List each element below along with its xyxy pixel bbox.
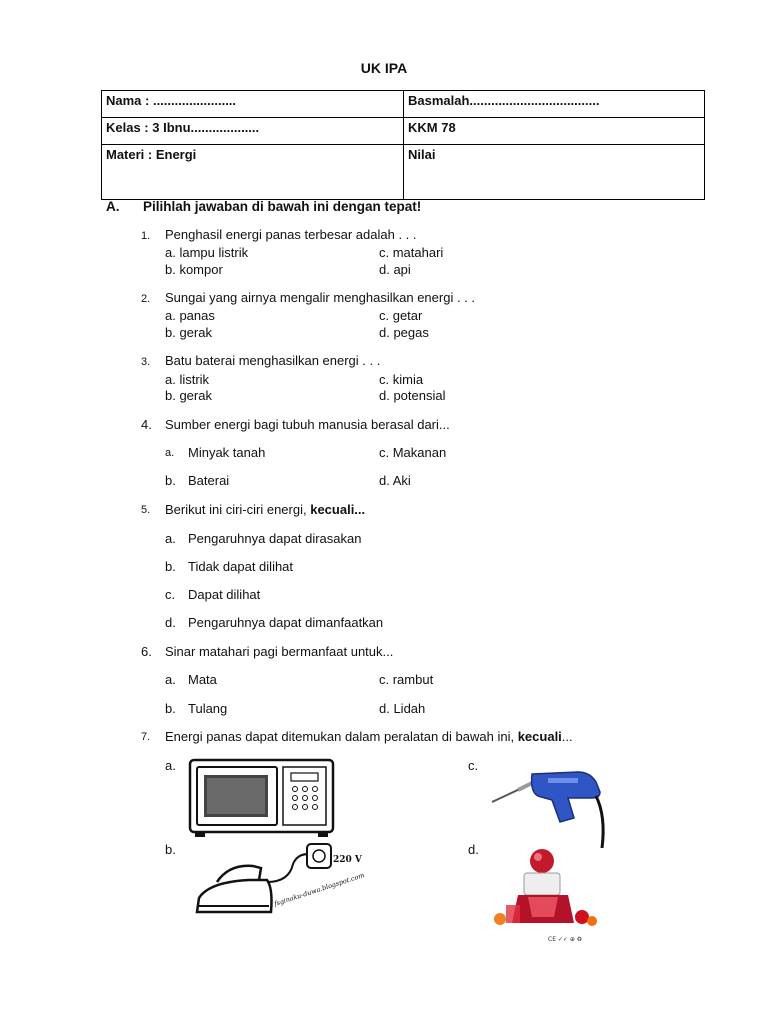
header-table (101, 90, 705, 200)
q5-option-a: Pengaruhnya dapat dirasakan (188, 531, 362, 546)
question-5-number: 5. (141, 504, 151, 516)
q1-option-d: d. api (379, 262, 411, 277)
question-4-text: Sumber energi bagi tubuh manusia berasal dari... (165, 417, 450, 432)
juicer-logos: CE ✓✓ ⊕ ♻ (548, 936, 583, 943)
q4-option-a: Minyak tanah (188, 445, 266, 460)
q3-option-b: b. gerak (165, 388, 212, 403)
q4-option-a-letter: a. (165, 447, 175, 459)
question-3-number: 3. (141, 356, 151, 368)
question-6-text: Sinar matahari pagi bermanfaat untuk... (165, 644, 394, 659)
question-1-number: 1. (141, 230, 151, 242)
q7-option-d: d. (468, 842, 479, 857)
q2-option-a: a. panas (165, 308, 215, 323)
question-7-number: 7. (141, 731, 151, 743)
q5-option-d: Pengaruhnya dapat dimanfaatkan (188, 615, 384, 630)
q5-option-a-letter: a. (165, 531, 176, 546)
q3-option-d: d. potensial (379, 388, 446, 403)
q6-option-b-letter: b. (165, 701, 176, 716)
question-6-number: 6. (141, 644, 152, 659)
materi-cell: Materi : Energi (102, 145, 404, 200)
kkm-cell: KKM 78 (404, 118, 705, 145)
q4-option-d: d. Aki (379, 473, 411, 488)
question-2-text: Sungai yang airnya mengalir menghasilkan energi . . . (165, 290, 476, 305)
q2-option-d: d. pegas (379, 325, 429, 340)
juicer-image (484, 845, 604, 945)
q7-option-a: a. (165, 758, 176, 773)
q3-option-a: a. listrik (165, 372, 210, 387)
electric-iron-image (189, 842, 366, 922)
q5-option-d-letter: d. (165, 615, 176, 630)
question-3-text: Batu baterai menghasilkan energi . . . (165, 353, 381, 368)
q5-option-c-letter: c. (165, 587, 176, 602)
soldering-iron-image (488, 768, 613, 850)
question-7-emphasis: kecuali (517, 729, 562, 744)
question-5-text: Berikut ini ciri-ciri energi, (165, 502, 307, 517)
q2-option-c: c. getar (379, 308, 423, 323)
microwave-image (187, 757, 337, 840)
question-2-number: 2. (141, 293, 151, 305)
question-7-tail: ... (561, 729, 573, 744)
q6-option-b: Tulang (188, 701, 228, 716)
q4-option-b-letter: b. (165, 473, 176, 488)
q6-option-a: Mata (188, 672, 217, 687)
basmalah-cell: Basmalah.................................... (404, 91, 705, 118)
page-title: UK IPA (360, 60, 408, 76)
question-7-text-line (165, 729, 573, 744)
question-7-text: Energi panas dapat ditemukan dalam peralatan di bawah ini, (165, 729, 515, 744)
q1-option-b: b. kompor (165, 262, 223, 277)
iron-watermark: fsginaku-duwa.blogspot.com (273, 871, 366, 908)
question-5-text-line (165, 502, 365, 517)
q6-option-c: c. rambut (379, 672, 434, 687)
section-instruction: Pilihlah jawaban di bawah ini dengan tepat! (143, 199, 422, 214)
nama-cell: Nama : ....................... (102, 91, 404, 118)
q6-option-d: d. Lidah (379, 701, 426, 716)
q7-option-b: b. (165, 842, 176, 857)
question-4-number: 4. (141, 417, 152, 432)
nilai-cell: Nilai (404, 145, 705, 200)
q7-option-c: c. (468, 758, 479, 773)
q4-option-c: c. Makanan (379, 445, 447, 460)
question-1-text: Penghasil energi panas terbesar adalah . . . (165, 227, 417, 242)
q2-option-b: b. gerak (165, 325, 212, 340)
section-letter: A. (106, 199, 120, 214)
q4-option-b: Baterai (188, 473, 230, 488)
q1-option-c: c. matahari (379, 245, 444, 260)
question-5-emphasis: kecuali... (310, 502, 366, 517)
q6-option-a-letter: a. (165, 672, 176, 687)
q5-option-c: Dapat dilihat (188, 587, 261, 602)
q1-option-a: a. lampu listrik (165, 245, 249, 260)
q5-option-b: Tidak dapat dilihat (188, 559, 294, 574)
iron-voltage-label: 220 V (333, 855, 362, 865)
kelas-cell: Kelas : 3 Ibnu................... (102, 118, 404, 145)
q3-option-c: c. kimia (379, 372, 424, 387)
q5-option-b-letter: b. (165, 559, 176, 574)
